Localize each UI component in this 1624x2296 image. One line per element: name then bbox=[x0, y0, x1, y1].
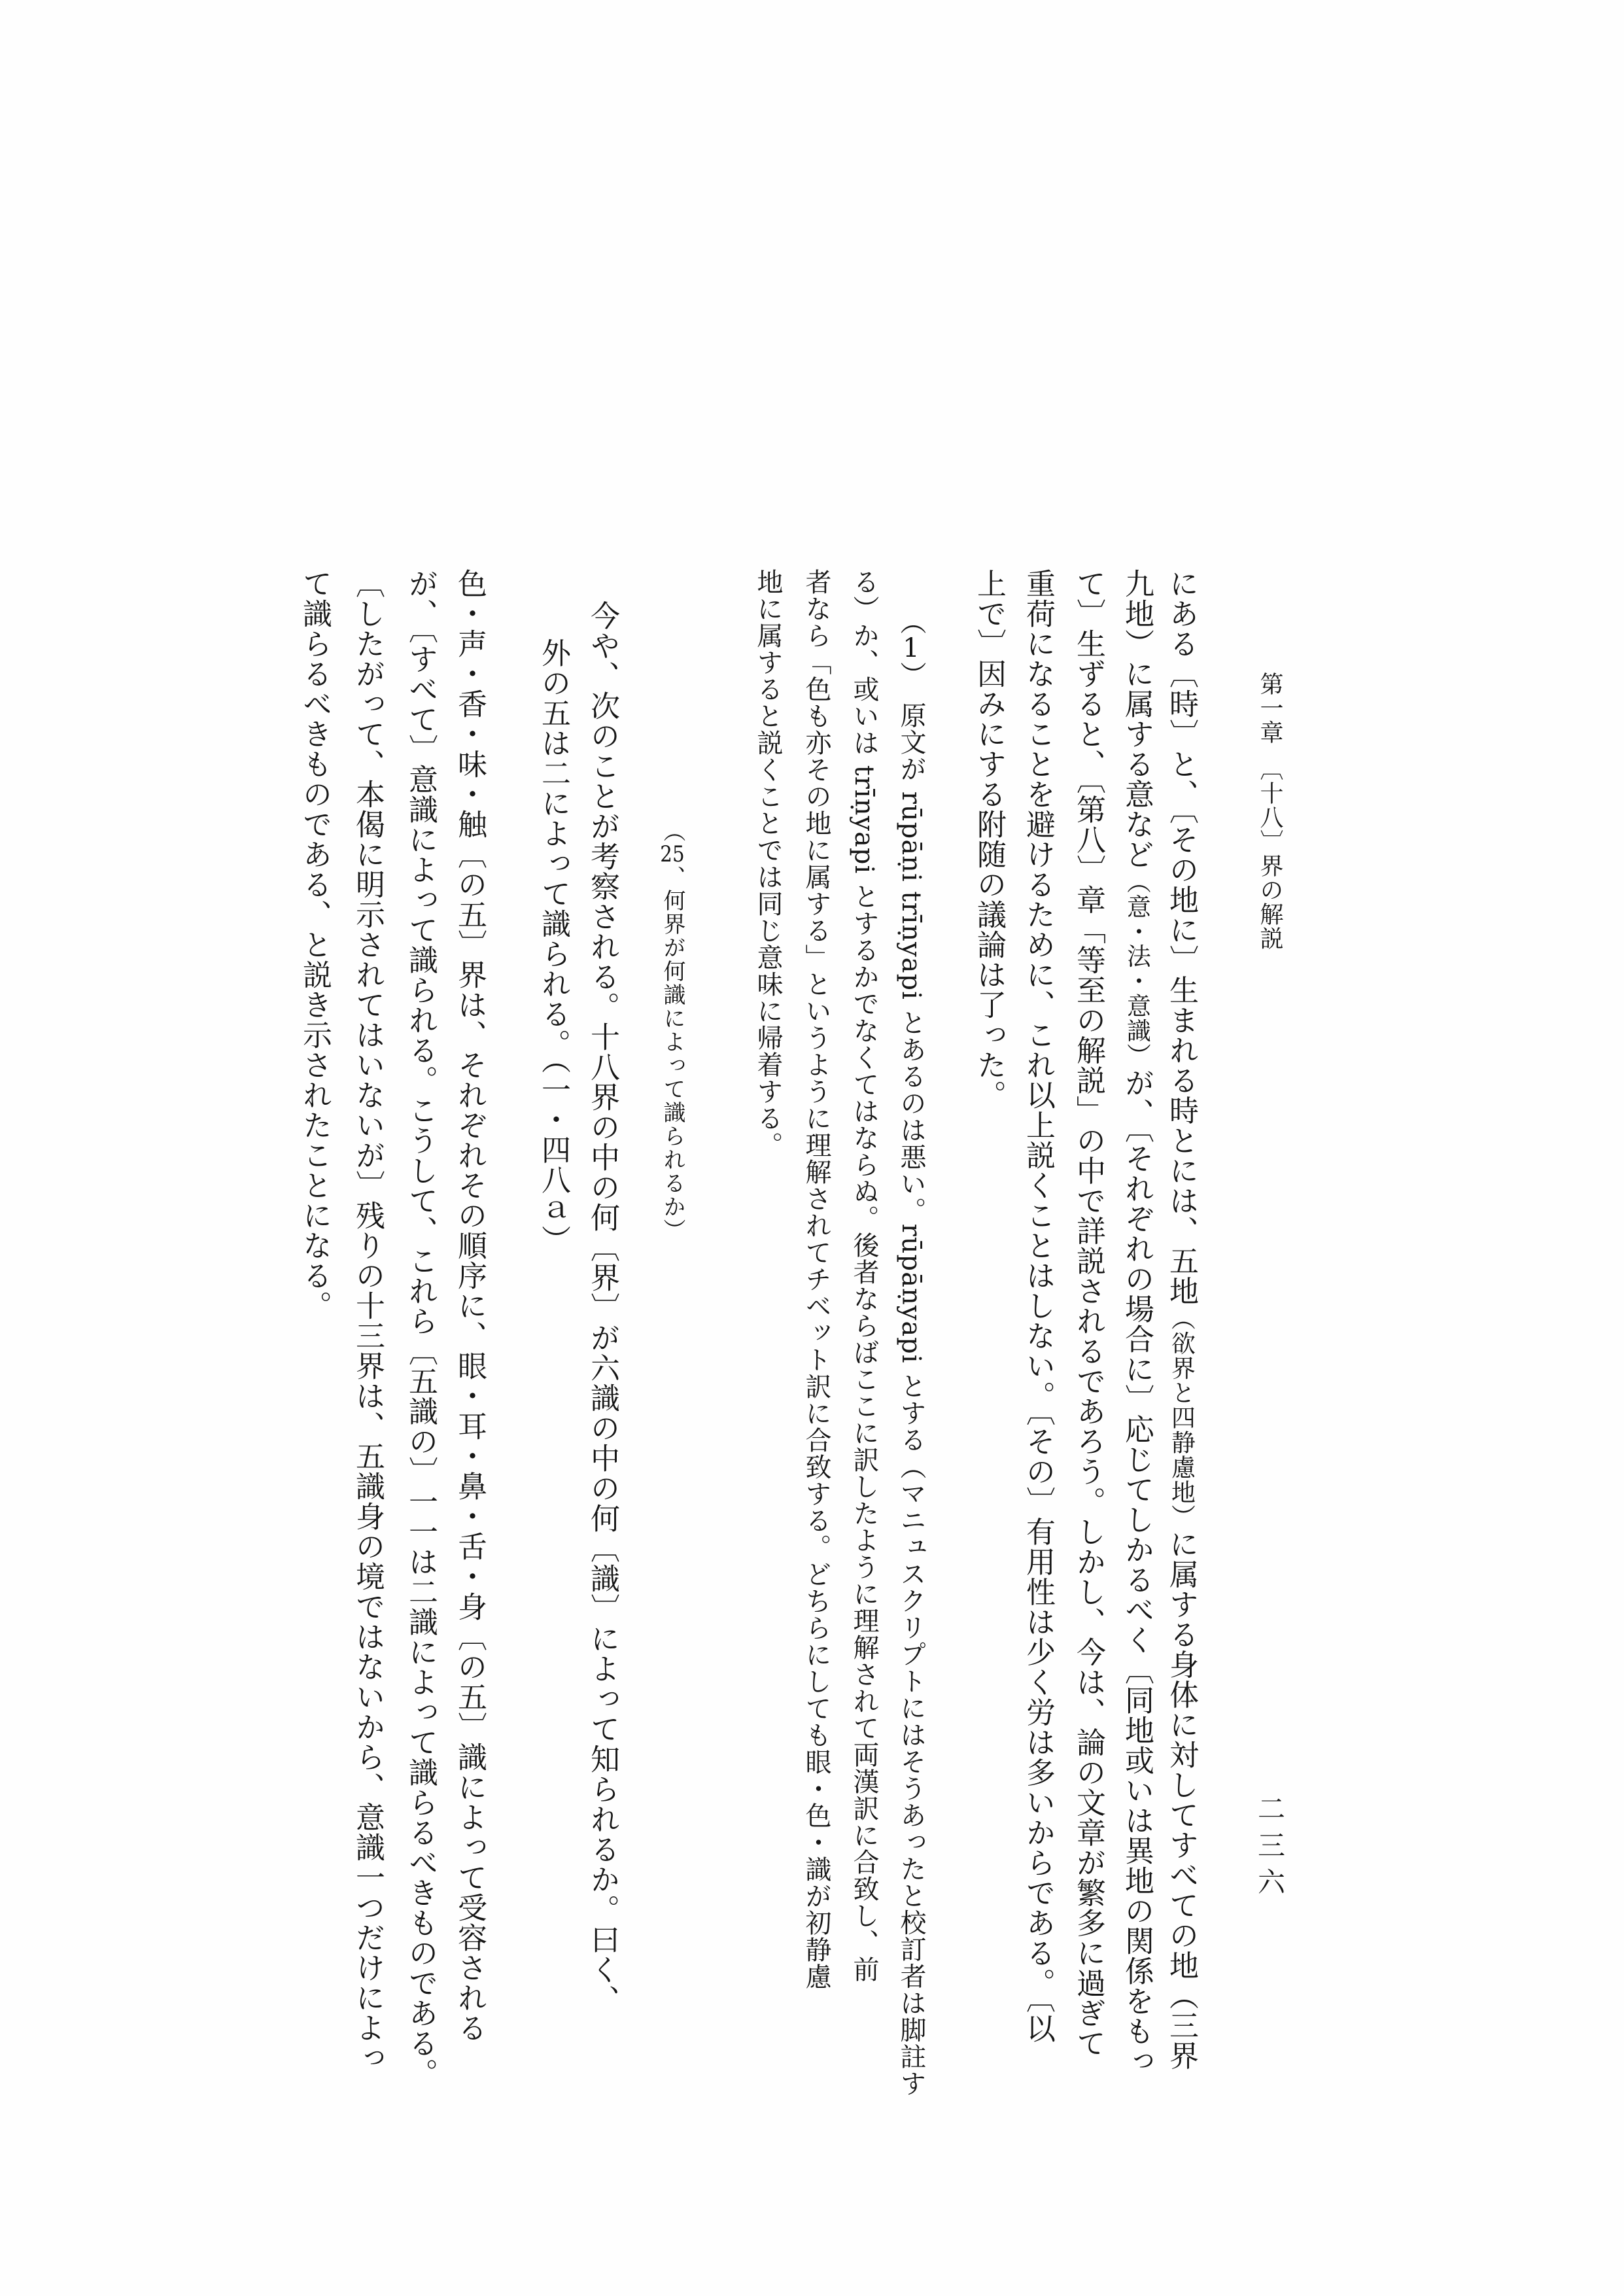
commentary-line: 〔したがって、本偈に明示されてはいないが〕残りの十三界は、五識身の境ではないから、意識一つだけによっ bbox=[351, 568, 385, 2073]
commentary-line: が、〔すべて〕意識によって識られる。こうして、これら〔五識の〕一一は二識によって識らるべきものである。 bbox=[404, 568, 438, 2089]
verse-citation: （一・四八ａ） bbox=[536, 1059, 571, 1255]
section-heading: （25、何界が何識によって識られるか） bbox=[659, 820, 685, 1242]
verse-text: 外の五は二によって識られる。 bbox=[536, 638, 571, 1059]
page-number: 二三六 bbox=[1254, 1794, 1286, 1904]
body-line bbox=[1022, 568, 1054, 2044]
body-line bbox=[1072, 568, 1105, 2059]
body-line bbox=[1120, 568, 1153, 2076]
section-intro-line: 今や、次のことが考察される。十八界の中の何〔界〕が六識の中の何〔識〕によって知られるか。曰く、 bbox=[585, 600, 620, 2015]
running-title: 第一章 〔十八〕界の解説 bbox=[1256, 672, 1283, 950]
note-number: 1 bbox=[903, 635, 920, 661]
commentary-line: て識らるべきものである、と説き示されたことになる。 bbox=[298, 568, 332, 1321]
inline-note: （意・法・意識） bbox=[1123, 869, 1151, 1068]
footnote-line bbox=[850, 568, 878, 1983]
commentary-line: 色・声・香・味・触〔の五〕界は、それぞれその順序に、眼・耳・鼻・舌・身〔の五〕識によって受容される bbox=[453, 568, 487, 2043]
inline-note: （欲界と四静慮地） bbox=[1167, 1306, 1196, 1529]
body-text: 九地）に属する意など bbox=[1120, 568, 1154, 869]
body-text: が、〔それぞれの場合に〕応じてしかるべく〔同地或いは異地の関係をもっ bbox=[1120, 1068, 1154, 2076]
body-text: 上で〕因みにする附随の議論は了った。 bbox=[972, 568, 1007, 1110]
body-line bbox=[1165, 568, 1198, 2071]
body-line bbox=[973, 568, 1005, 1110]
footnote-text: （1） 原文が rūpāṇi trīṇyapi とあるのは悪い。rūpāṇyapi とする（マニュスクリプトにはそうあったと校訂者は脚註す bbox=[896, 608, 926, 2097]
verse-line bbox=[537, 638, 570, 1255]
body-text: にある〔時〕と、〔その地に〕生まれる時とには、五地 bbox=[1164, 568, 1199, 1306]
body-text: て〕生ずると、〔第八〕章「等至の解説」の中で詳説されるであろう。しかし、今は、論の文章が繁多に過ぎて bbox=[1071, 568, 1106, 2059]
body-text: 重荷になることを避けるために、これ以上説くことはしない。〔その〕有用性は少く労は多いからである。〔以 bbox=[1021, 568, 1056, 2044]
footnote-line bbox=[802, 568, 831, 1990]
footnote-text: 者なら「色も亦その地に属する」というように理解されてチベット訳に合致する。どちらにしても眼・色・識が初静慮 bbox=[801, 568, 831, 1990]
footnote-line bbox=[753, 568, 782, 1158]
footnote-text: 地に属すると説くことでは同じ意味に帰着する。 bbox=[753, 568, 783, 1158]
footnote-text: る）か、或いは trīṇyapi とするかでなくてはならぬ。後者ならばここに訳したように理解されて両漢訳に合致し、前 bbox=[849, 568, 879, 1983]
footnote-line bbox=[897, 608, 925, 2096]
body-text: に属する身体に対してすべての地（三界 bbox=[1164, 1529, 1199, 2071]
note-number: 25 bbox=[660, 843, 685, 865]
